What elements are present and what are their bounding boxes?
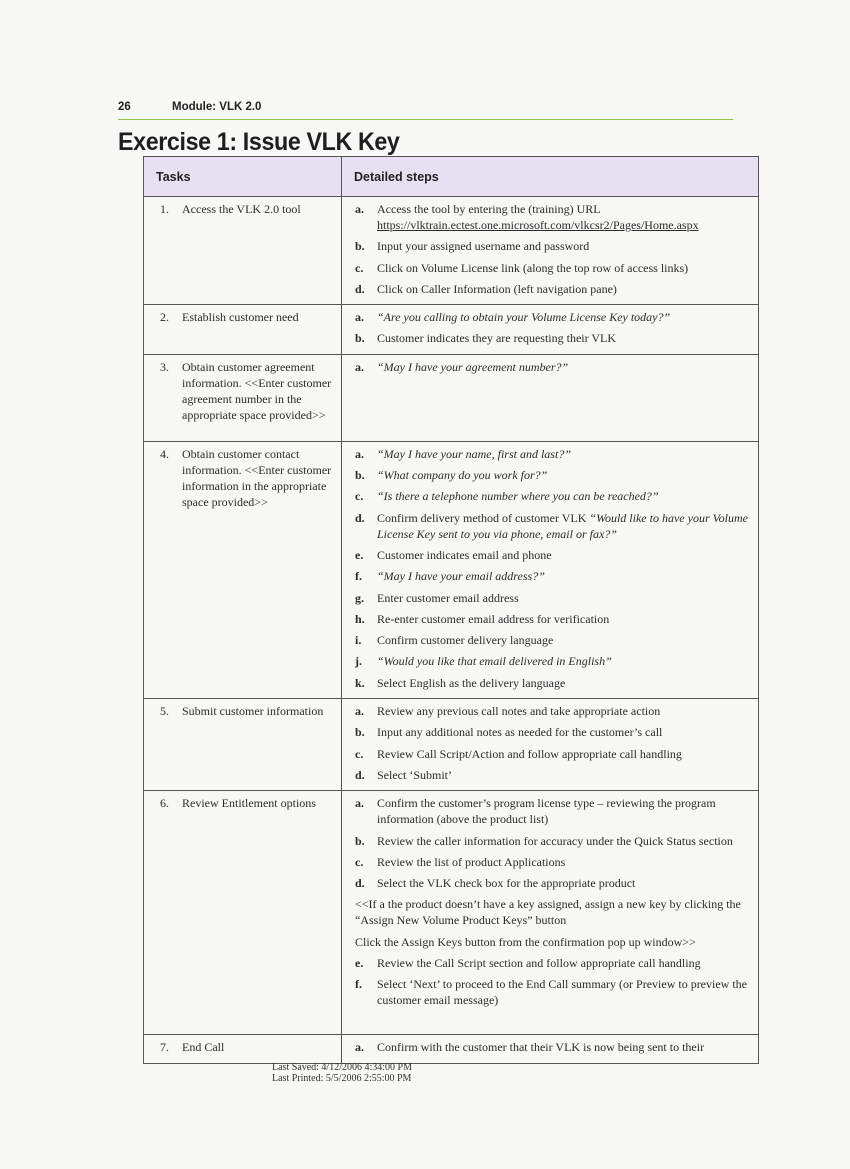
step-letter: k. [355,675,365,690]
step-item [355,446,748,462]
table-row [144,1035,759,1063]
table-body [144,197,759,1064]
step-item [355,795,748,827]
step-letter: f. [355,977,362,992]
step-text: Review the list of product Applications [377,854,566,869]
step-item [355,568,748,584]
step-note [355,934,748,950]
exercise-title: Exercise 1: Issue VLK Key [118,128,400,156]
task-cell [144,1035,342,1063]
step-letter: b. [355,833,365,848]
step-letter: a. [355,704,364,719]
step-text-block [377,467,748,483]
step-text: Enter customer email address [377,590,519,605]
step-item [355,833,748,849]
step-item [355,955,748,971]
task-number: 3. [160,359,169,374]
task-label: Obtain customer contact information. <<Enter customer information in the appropriate space provided>> [182,446,332,509]
step-text-block [377,281,748,297]
step-letter: b. [355,331,365,346]
step-text: Confirm the customer’s program license type – reviewing the program information (above the product list) [377,796,716,827]
step-text-block [377,201,748,233]
step-letter: f. [355,569,362,584]
task-cell [144,441,342,698]
step-text-block [377,976,748,1008]
steps-cell [342,354,759,441]
step-text: Click on Volume License link (along the top row of access links) [377,260,689,275]
table-row [144,305,759,355]
step-letter: j. [355,654,362,669]
task-label: Obtain customer agreement information. <<Enter customer agreement number in the appropriate space provided>> [182,359,332,422]
step-text: Click on Caller Information (left navigation pane) [377,281,617,296]
task-label: Submit customer information [182,704,324,719]
step-text-block [377,875,748,891]
step-text: Select English as the delivery language [377,675,566,690]
task-number: 2. [160,310,169,325]
step-text: “What company do you work for?” [377,468,548,483]
step-item [355,547,748,563]
task-label: Review Entitlement options [182,796,316,811]
step-item [355,854,748,870]
step-item [355,675,748,691]
steps-cell [342,699,759,791]
steps-cell [342,197,759,305]
step-letter: c. [355,854,364,869]
step-text-block [377,1039,748,1055]
step-text: Customer indicates they are requesting their VLK [377,331,617,346]
task-cell [144,197,342,305]
last-printed: Last Printed: 5/5/2006 2:55:00 PM [272,1073,412,1084]
step-text-block [377,854,748,870]
step-letter: c. [355,260,364,275]
step-item [355,703,748,719]
task-cell [144,699,342,791]
step-item [355,746,748,762]
step-letter: d. [355,876,365,891]
step-text: Confirm customer delivery language [377,633,554,648]
step-letter: a. [355,1040,364,1055]
step-text: “May I have your agreement number?” [377,359,569,374]
step-text-block [377,724,748,740]
task-label: Access the VLK 2.0 tool [182,202,301,216]
step-letter: a. [355,310,364,325]
step-text: “Would you like that email delivered in English” [377,654,612,669]
step-item [355,767,748,783]
task-number: 1. [160,202,169,216]
step-text-block [377,955,748,971]
step-text-block [377,260,748,276]
step-item [355,632,748,648]
page-header [118,101,733,119]
step-text: Review the Call Script section and follow appropriate call handling [377,956,701,971]
step-text-block [377,359,748,375]
steps-cell [342,791,759,1035]
header-rule [118,119,733,120]
step-letter: a. [355,796,364,811]
step-item [355,976,748,1008]
page-number: 26 [118,101,131,113]
step-item [355,590,748,606]
step-letter: g. [355,590,364,605]
step-item [355,611,748,627]
table-header-row [144,157,759,197]
step-text-block [377,767,748,783]
task-number: 4. [160,446,169,461]
table-row [144,354,759,441]
table-row [144,699,759,791]
step-letter: b. [355,468,365,483]
column-header-tasks: Tasks [144,157,342,197]
step-text-block [377,675,748,691]
task-label: End Call [182,1040,225,1055]
step-item [355,488,748,504]
step-letter: b. [355,725,365,740]
step-text-block [377,590,748,606]
step-letter: d. [355,510,365,525]
step-text-block [377,547,748,563]
task-label: Establish customer need [182,310,299,325]
step-letter: a. [355,446,364,461]
step-text: Customer indicates email and phone [377,547,552,562]
step-letter: e. [355,547,364,562]
step-text-block [355,897,741,927]
last-saved: Last Saved: 4/12/2006 4:34:00 PM [272,1062,412,1073]
step-text-block [377,833,748,849]
table-row [144,441,759,698]
step-text-block [377,510,748,542]
step-text: Confirm with the customer that their VLK is now being sent to their [377,1040,705,1055]
step-item [355,260,748,276]
step-letter: d. [355,767,365,782]
step-text-block [377,653,748,669]
step-text: “Is there a telephone number where you can be reached?” [377,489,659,504]
step-text-block [377,238,748,254]
step-note [355,896,748,928]
step-item [355,467,748,483]
column-header-steps: Detailed steps [342,157,759,197]
step-letter: i. [355,633,362,648]
step-text: Re-enter customer email address for verification [377,611,610,626]
step-item [355,201,748,233]
step-item [355,1039,748,1055]
step-text: Select the VLK check box for the appropriate product [377,876,636,891]
step-text: Select ‘Next’ to proceed to the End Call summary (or Preview to preview the customer email message) [377,977,747,1008]
step-text: Review any previous call notes and take appropriate action [377,704,661,719]
footer [272,1062,412,1084]
step-item [355,238,748,254]
step-text-block [355,935,696,949]
table-row [144,197,759,305]
step-letter: d. [355,281,365,296]
step-text: “May I have your email address?” [377,569,545,584]
step-item [355,510,748,542]
step-text-block [377,703,748,719]
step-text-block [377,446,748,462]
task-cell [144,791,342,1035]
step-text-block [377,632,748,648]
step-text-block [377,488,748,504]
step-text: Click the Assign Keys button from the confirmation pop up window>> [355,934,696,949]
steps-cell [342,441,759,698]
step-letter: b. [355,239,365,254]
step-item [355,281,748,297]
step-text-block [377,568,748,584]
step-letter: a. [355,359,364,374]
step-item [355,309,748,325]
step-quote: “Would like to have your Volume License Key sent to you via phone, email or fax?” [377,510,748,541]
step-text: Input any additional notes as needed for the customer’s call [377,725,663,740]
task-cell [144,354,342,441]
task-cell [144,305,342,355]
step-text: Review the caller information for accuracy under the Quick Status section [377,833,733,848]
step-text-block [377,309,748,325]
steps-cell [342,1035,759,1063]
step-letter: a. [355,202,364,216]
task-number: 7. [160,1040,169,1055]
step-text: Access the tool by entering the (training) URL [377,202,601,216]
step-text-block [377,746,748,762]
step-item [355,330,748,346]
step-item [355,653,748,669]
step-text: <<If a the product doesn’t have a key assigned, assign a new key by clicking the “Assign New Volume Product Keys” button [355,897,741,928]
step-text: Confirm delivery method of customer VLK [377,510,590,525]
step-text: Review Call Script/Action and follow appropriate call handling [377,746,682,761]
step-text-block [377,330,748,346]
tasks-table [143,156,759,1064]
table-row [144,791,759,1035]
step-text: Select ‘Submit’ [377,767,452,782]
step-letter: c. [355,746,364,761]
step-text-block [377,795,748,827]
step-letter: c. [355,489,364,504]
step-letter: h. [355,611,365,626]
module-name: Module: VLK 2.0 [172,101,262,113]
step-letter: e. [355,956,364,971]
step-item [355,724,748,740]
task-number: 6. [160,796,169,811]
step-text: Input your assigned username and password [377,239,590,254]
step-text: “Are you calling to obtain your Volume License Key today?” [377,310,671,325]
step-item [355,359,748,375]
task-number: 5. [160,704,169,719]
training-url-link[interactable]: https://vlktrain.ectest.one.microsoft.com/vlkcsr2/Pages/Home.aspx [377,218,699,232]
step-item [355,875,748,891]
step-text-block [377,611,748,627]
step-text: “May I have your name, first and last?” [377,446,571,461]
steps-cell [342,305,759,355]
